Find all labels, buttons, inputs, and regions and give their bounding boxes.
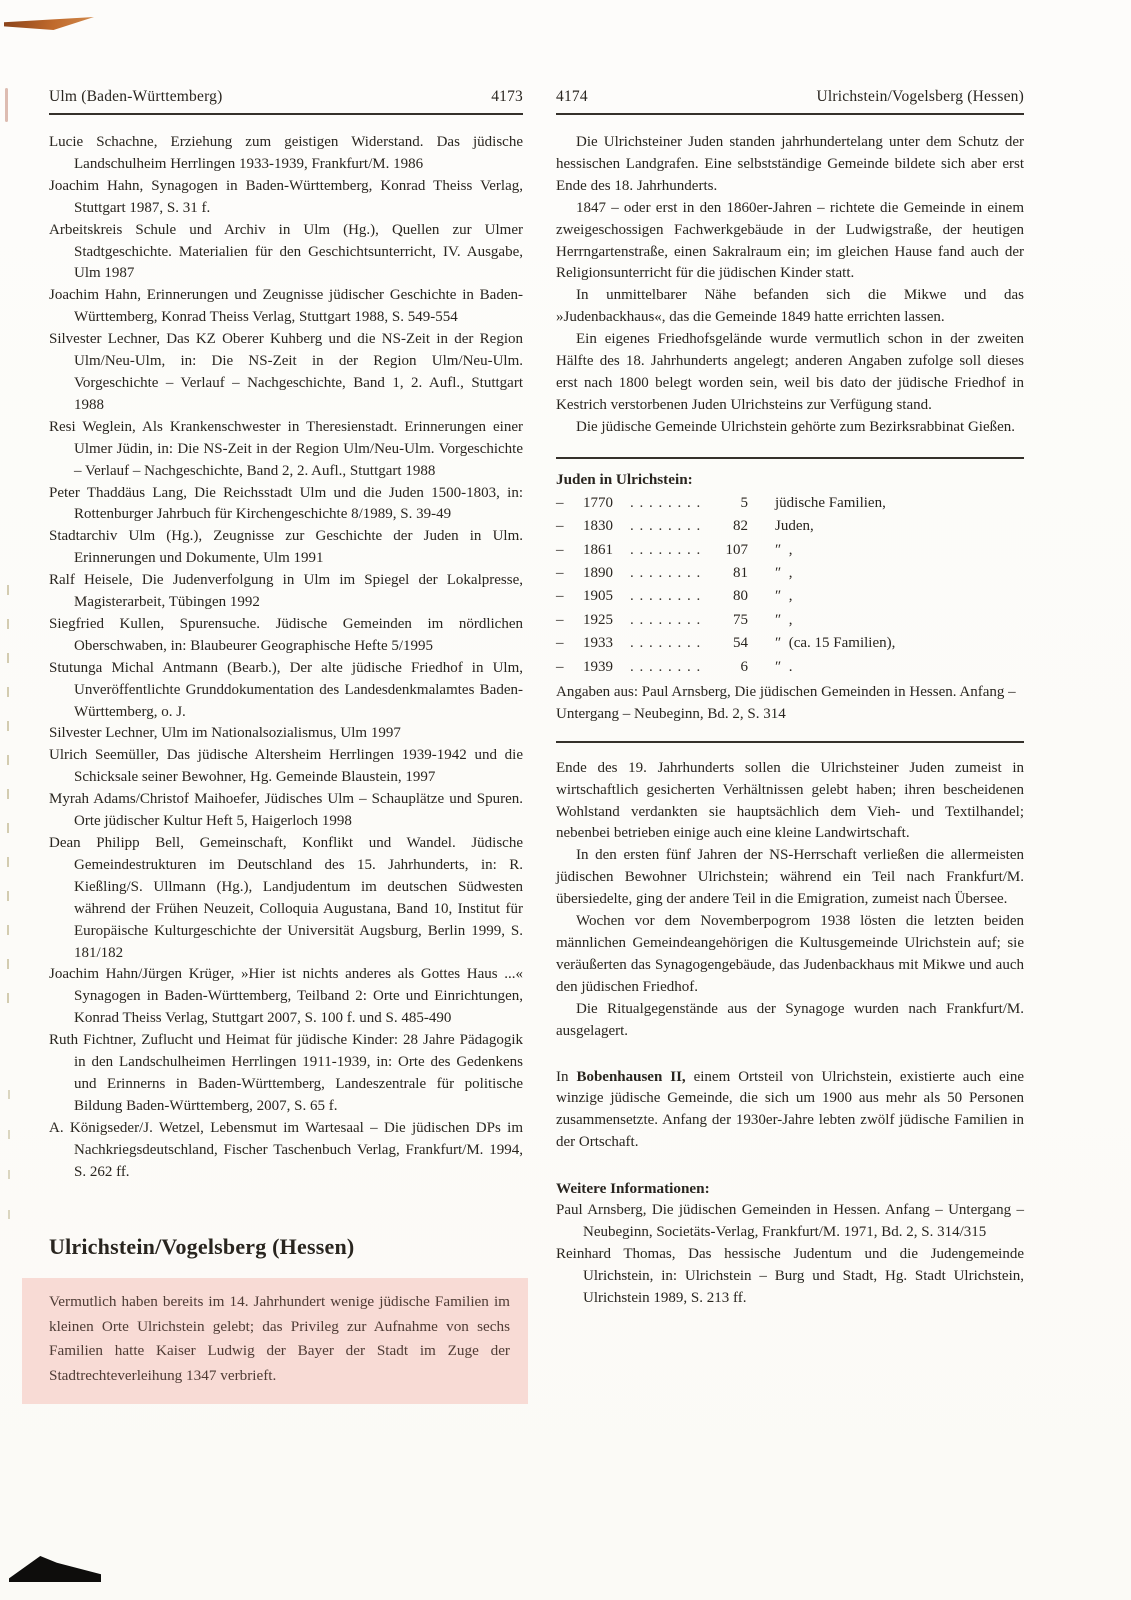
bobenhausen-rest: einem Ortsteil von Ulrichstein, existierte auch eine winzige jüdische Gemeinde, die sich um 1900 aus mehr als 50 Personen zusammensetzte. Anfang der 1930er-Jahre lebten zwölf jüdische Familien in der Ortschaft. bbox=[556, 1068, 1025, 1151]
scan-artifact-left-edge-dashes bbox=[7, 585, 9, 1015]
body-paragraph: Ein eigenes Friedhofsgelände wurde vermutlich schon in der zweiten Hälfte des 18. Jahrhunderts angelegt; anderen Angaben zufolge soll dieses erst nach 1800 belegt worden sein, weil bis dato der jüdische Friedhof in Kestrich verstorbenen Juden Ulrichsteins zur Verfügung stand. bbox=[556, 331, 1024, 413]
row-year: 1770 bbox=[583, 494, 613, 511]
row-label: ″ . bbox=[775, 658, 793, 675]
table-row bbox=[556, 562, 1024, 585]
scan-artifact-bottom-mark bbox=[9, 1556, 101, 1582]
highlighted-paragraph: Vermutlich haben bereits im 14. Jahrhundert wenige jüdische Familien im kleinen Orte Ulrichstein gelebt; das Privileg zur Aufnahme von sechs Familien hatte Kaiser Ludwig der Bayer der Stadt im Zuge der Stadtrechteverleihung 1347 verbrieft. bbox=[22, 1278, 528, 1404]
bibliography-entry: Arbeitskreis Schule und Archiv in Ulm (Hg.), Quellen zur Ulmer Stadtgeschichte. Materialien für den Geschichtsunterricht, IV. Ausgabe, Ulm 1987 bbox=[49, 221, 523, 282]
bobenhausen-paragraph bbox=[556, 1067, 1024, 1155]
bibliography-entry: Stutunga Michal Antmann (Bearb.), Der alte jüdische Friedhof in Ulm, Unveröffentlichte Grunddokumentation des Landesdenkmalamtes Baden-Württemberg, o. J. bbox=[49, 659, 523, 720]
bobenhausen-prefix: In bbox=[556, 1068, 569, 1085]
bobenhausen-bold-name: Bobenhausen II, bbox=[576, 1068, 686, 1085]
left-page-number: 4173 bbox=[491, 88, 523, 105]
bibliography-entry: Resi Weglein, Als Krankenschwester in Theresienstadt. Erinnerungen einer Ulmer Jüdin, in: Die NS-Zeit in der Region Ulm/Neu-Ulm. Vorgeschichte – Verlauf – Nachgeschichte, Band 2, 2. Aufl., Stuttgart 1988 bbox=[49, 418, 523, 479]
bibliography-entry: Siegfried Kullen, Spurensuche. Jüdische Gemeinden im nördlichen Oberschwaben, in: Blaubeurer Geographische Hefte 5/1995 bbox=[49, 615, 523, 654]
bibliography-entry: Ruth Fichtner, Zuflucht und Heimat für jüdische Kinder: 28 Jahre Pädagogik in den Landschulheimen Herrlingen 1911-1939, in: Orte des Gedenkens und Erinnerns in Baden-Württemberg, Landeszentrale für politische Bildung Baden-Württemberg, 2007, S. 65 f. bbox=[49, 1032, 523, 1114]
row-label: ″ (ca. 15 Familien), bbox=[775, 635, 896, 652]
bibliography-entry: Stadtarchiv Ulm (Hg.), Zeugnisse zur Geschichte der Juden in Ulm. Erinnerungen und Dokumente, Ulm 1991 bbox=[49, 528, 523, 567]
row-year: 1933 bbox=[583, 635, 613, 652]
dot-leader bbox=[630, 515, 706, 538]
dot-leader bbox=[630, 492, 706, 515]
row-dash: – bbox=[556, 564, 564, 581]
row-label: ″ , bbox=[775, 611, 793, 628]
statistics-table-title: Juden in Ulrichstein: bbox=[556, 470, 693, 488]
bibliography-entry: Joachim Hahn, Synagogen in Baden-Württemberg, Konrad Theiss Verlag, Stuttgart 1987, S. 31 f. bbox=[49, 177, 523, 216]
article-heading-ulrichstein: Ulrichstein/Vogelsberg (Hessen) bbox=[49, 1233, 355, 1259]
row-year: 1905 bbox=[583, 588, 613, 605]
body-paragraph: Die Ritualgegenstände aus der Synagoge wurden nach Frankfurt/M. ausgelagert. bbox=[556, 1000, 1024, 1039]
right-running-header bbox=[556, 88, 1024, 115]
row-value: 75 bbox=[733, 611, 748, 628]
left-running-header bbox=[49, 88, 523, 115]
row-dash: – bbox=[556, 541, 564, 558]
bibliography-entry: Ralf Heisele, Die Judenverfolgung in Ulm im Spiegel der Lokalpresse, Magisterarbeit, Tübingen 1992 bbox=[49, 572, 523, 611]
row-dash: – bbox=[556, 611, 564, 628]
left-running-title: Ulm (Baden-Württemberg) bbox=[49, 88, 223, 105]
body-paragraph: In den ersten fünf Jahren der NS-Herrschaft verließen die allermeisten jüdischen Bewohner Ulrichstein; während ein Teil nach Frankfurt/M. übersiedelte, ging der andere Teil in die Emigration, zumeist nach Übersee. bbox=[556, 847, 1024, 908]
row-dash: – bbox=[556, 658, 564, 675]
more-info-heading: Weitere Informationen: bbox=[556, 1180, 710, 1198]
row-value: 81 bbox=[733, 564, 748, 581]
bibliography-entry: Lucie Schachne, Erziehung zum geistigen Widerstand. Das jüdische Landschulheim Herrlingen 1933-1939, Frankfurt/M. 1986 bbox=[49, 134, 523, 172]
table-row bbox=[556, 492, 1024, 515]
table-row bbox=[556, 632, 1024, 655]
left-column-content bbox=[49, 132, 523, 1404]
bibliography-entry: Joachim Hahn, Erinnerungen und Zeugnisse jüdischer Geschichte in Baden-Württemberg, Konrad Theiss Verlag, Stuttgart 1988, S. 549-554 bbox=[49, 287, 523, 326]
scan-artifact-margin-dash bbox=[5, 88, 8, 122]
body-paragraph: 1847 – oder erst in den 1860er-Jahren – richtete die Gemeinde in einem zweigeschossigen Fachwerkgebäude in der Ludwigstraße, der heutigen Herrngartenstraße, einen Sakralraum ein; im gleichen Hause fand auch der Religionsunterricht für die jüdischen Kinder statt. bbox=[556, 199, 1024, 282]
row-label: jüdische Familien, bbox=[775, 494, 886, 511]
row-dash: – bbox=[556, 494, 564, 511]
row-dash: – bbox=[556, 635, 564, 652]
dot-leader bbox=[630, 539, 706, 562]
table-row bbox=[556, 515, 1024, 538]
right-column-content bbox=[556, 132, 1024, 1310]
bibliography-entry: Dean Philipp Bell, Gemeinschaft, Konflikt und Wandel. Jüdische Gemeindestrukturen im Deutschland des 15. Jahrhunderts, in: R. Kießling/S. Ullmann (Hg.), Landjudentum im deutschen Südwesten während der Frühen Neuzeit, Colloquia Augustana, Band 10, Institut für Europäische Kulturgeschichte der Universität Augsburg, Berlin 1999, S. 181/182 bbox=[49, 835, 523, 961]
bibliography-entry: A. Königseder/J. Wetzel, Lebensmut im Wartesaal – Die jüdischen DPs im Nachkriegsdeutschland, Fischer Taschenbuch Verlag, Frankfurt/M. 1994, S. 262 ff. bbox=[49, 1119, 523, 1180]
left-column bbox=[49, 88, 523, 1419]
row-label: ″ , bbox=[775, 564, 793, 581]
table-source-note: Angaben aus: Paul Arnsberg, Die jüdischen Gemeinden in Hessen. Anfang – Untergang – Neubeginn, Bd. 2, S. 314 bbox=[556, 683, 1016, 722]
table-row bbox=[556, 609, 1024, 632]
bibliography-entry: Ulrich Seemüller, Das jüdische Altersheim Herrlingen 1939-1942 und die Schicksale seiner Bewohner, Hg. Gemeinde Blaustein, 1997 bbox=[49, 747, 523, 786]
reference-entry: Reinhard Thomas, Das hessische Judentum und die Judengemeinde Ulrichstein, in: Ulrichstein – Burg und Stadt, Hg. Stadt Ulrichstein, Ulrichstein 1989, S. 213 ff. bbox=[556, 1245, 1024, 1306]
body-paragraph: Wochen vor dem Novemberpogrom 1938 lösten die letzten beiden männlichen Gemeindeangehörigen die Kultusgemeinde Ulrichstein auf; sie veräußerten das Synagogengebäude, das Judenbackhaus mit Mikwe und auch den jüdischen Friedhof. bbox=[556, 913, 1024, 995]
row-value: 107 bbox=[725, 541, 748, 558]
table-row bbox=[556, 539, 1024, 562]
row-value: 54 bbox=[733, 635, 748, 652]
table-top-rule bbox=[556, 457, 1024, 459]
dot-leader bbox=[630, 585, 706, 608]
right-page-number: 4174 bbox=[556, 88, 588, 105]
table-row bbox=[556, 656, 1024, 679]
row-year: 1861 bbox=[583, 541, 613, 558]
row-value: 82 bbox=[733, 518, 748, 535]
bibliography-entry: Joachim Hahn/Jürgen Krüger, »Hier ist nichts anderes als Gottes Haus ...« Synagogen in Baden-Württemberg, Teilband 2: Orte und Einrichtungen, Konrad Theiss Verlag, Stuttgart 2007, S. 100 f. und S. 485-490 bbox=[49, 966, 523, 1027]
row-year: 1830 bbox=[583, 518, 613, 535]
right-running-title: Ulrichstein/Vogelsberg (Hessen) bbox=[816, 88, 1024, 105]
table-row bbox=[556, 585, 1024, 608]
reference-entry: Paul Arnsberg, Die jüdischen Gemeinden in Hessen. Anfang – Untergang – Neubeginn, Societäts-Verlag, Frankfurt/M. 1971, Bd. 2, S. 314/315 bbox=[556, 1202, 1024, 1241]
right-column bbox=[556, 88, 1024, 1310]
scan-artifact-left-edge-dashes-2 bbox=[8, 1090, 10, 1250]
bibliography-entry: Silvester Lechner, Ulm im Nationalsozialismus, Ulm 1997 bbox=[49, 725, 401, 742]
bibliography-entry: Silvester Lechner, Das KZ Oberer Kuhberg und die NS-Zeit in der Region Ulm/Neu-Ulm, in: Die NS-Zeit in der Region Ulm/Neu-Ulm. Vorgeschichte – Verlauf – Nachgeschichte, Band 1, 2. Aufl., Stuttgart 1988 bbox=[49, 331, 523, 413]
row-value: 5 bbox=[740, 494, 748, 511]
bibliography-entry: Peter Thaddäus Lang, Die Reichsstadt Ulm und die Juden 1500-1803, in: Rottenburger Jahrbuch für Kirchengeschichte 8/1989, S. 39-49 bbox=[49, 484, 523, 523]
row-year: 1925 bbox=[583, 611, 613, 628]
row-label: ″ , bbox=[775, 588, 793, 605]
row-label: ″ , bbox=[775, 541, 793, 558]
row-year: 1939 bbox=[583, 658, 613, 675]
table-bottom-rule bbox=[556, 741, 1024, 743]
body-paragraph: Ende des 19. Jahrhunderts sollen die Ulrichsteiner Juden zumeist in wirtschaftlich gesicherten Verhältnissen gelebt haben; ihren bescheidenen Wohlstand verdankten sie hauptsächlich dem Vieh- und Textilhandel; nebenbei betrieben einige auch eine kleine Landwirtschaft. bbox=[556, 759, 1024, 842]
dot-leader bbox=[630, 609, 706, 632]
body-paragraph: Die jüdische Gemeinde Ulrichstein gehörte zum Bezirksrabbinat Gießen. bbox=[576, 418, 1016, 435]
row-dash: – bbox=[556, 518, 564, 535]
dot-leader bbox=[630, 562, 706, 585]
row-label: Juden, bbox=[775, 518, 814, 535]
dot-leader bbox=[630, 632, 706, 655]
row-value: 80 bbox=[733, 588, 748, 605]
scan-artifact-top-streak bbox=[4, 17, 94, 30]
row-dash: – bbox=[556, 588, 564, 605]
body-paragraph: In unmittelbarer Nähe befanden sich die Mikwe und das »Judenbackhaus«, das die Gemeinde 1849 hatte errichten lassen. bbox=[556, 287, 1024, 326]
row-year: 1890 bbox=[583, 564, 613, 581]
dot-leader bbox=[630, 656, 706, 679]
bibliography-entry: Myrah Adams/Christof Maihoefer, Jüdisches Ulm – Schauplätze und Spuren. Orte jüdischer Kultur Heft 5, Haigerloch 1998 bbox=[49, 791, 523, 830]
row-value: 6 bbox=[740, 658, 748, 675]
body-paragraph: Die Ulrichsteiner Juden standen jahrhundertelang unter dem Schutz der hessischen Landgrafen. Eine selbstständige Gemeinde bildete sich aber erst Ende des 18. Jahrhunderts. bbox=[556, 134, 1024, 194]
